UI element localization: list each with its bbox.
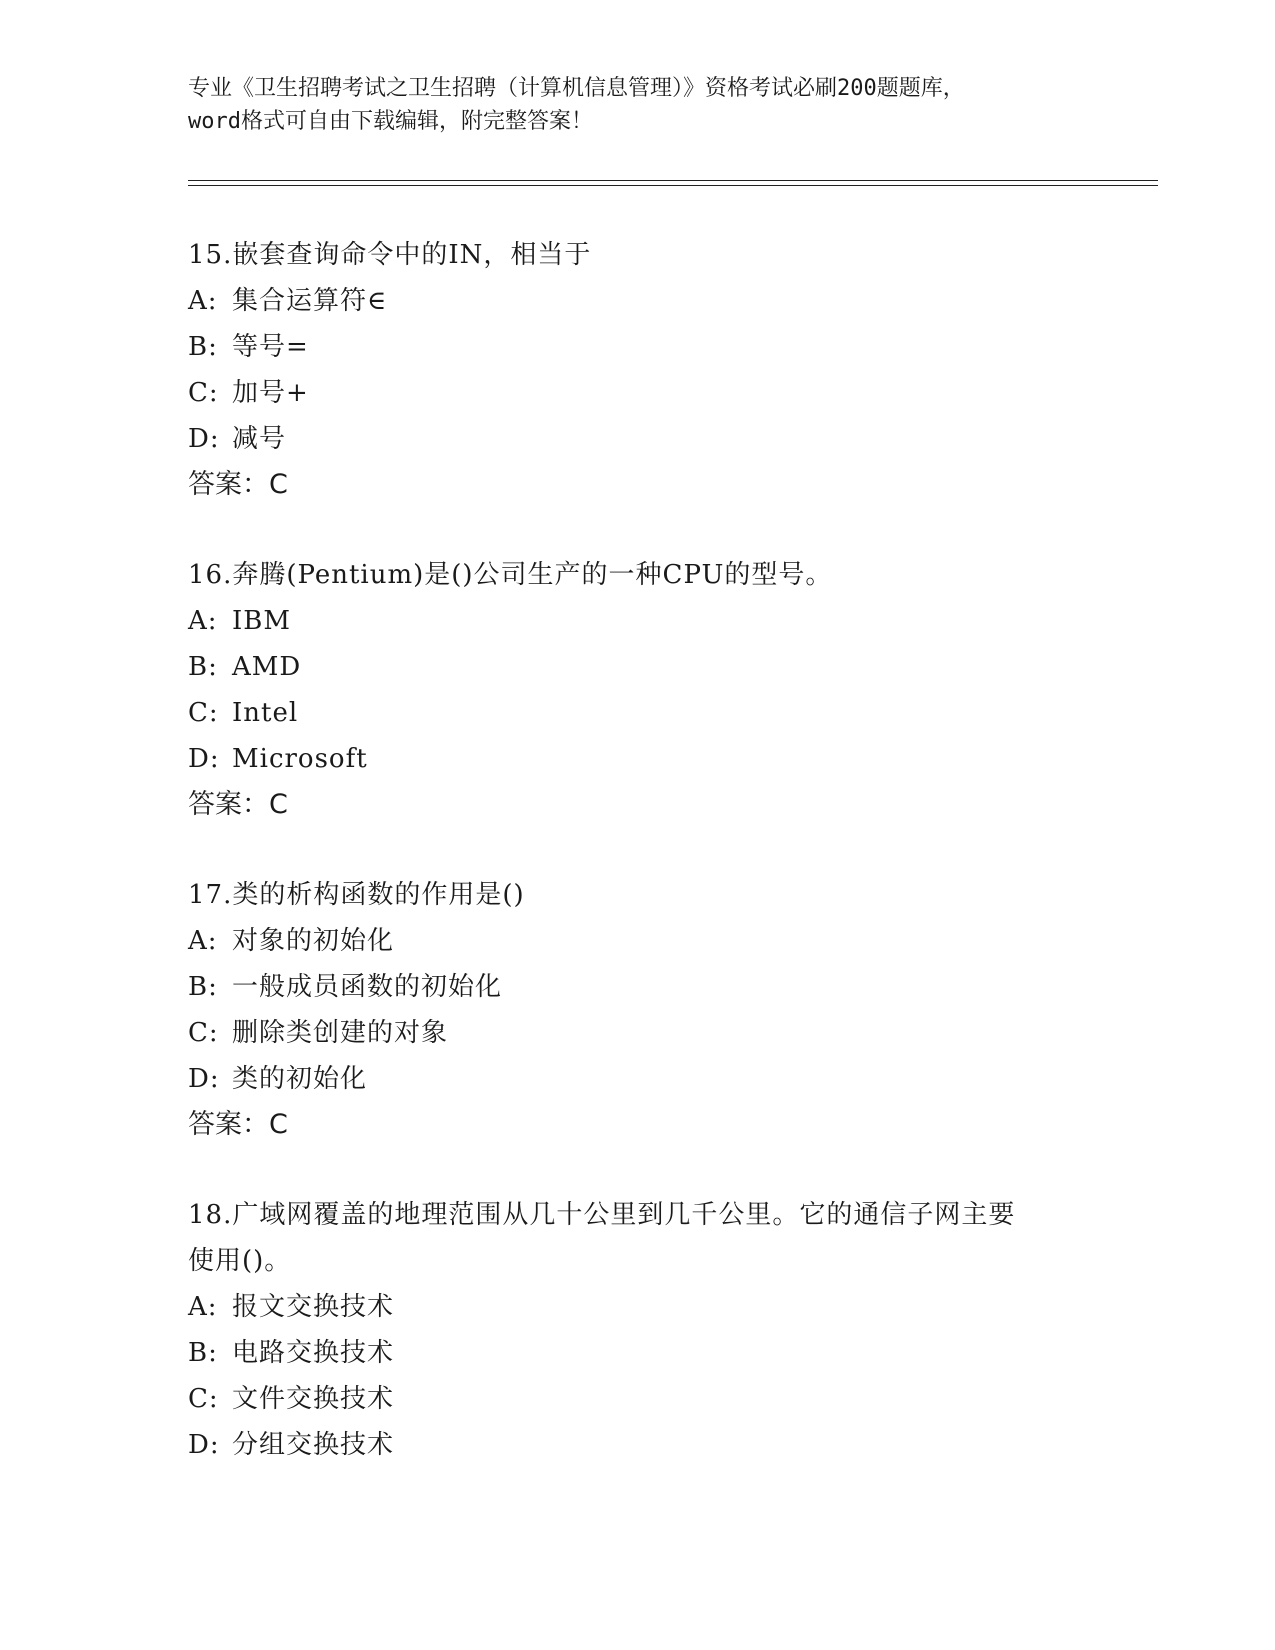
- question-number: 15.: [188, 240, 233, 270]
- option-text: 分组交换技术: [232, 1430, 395, 1460]
- question-text: 嵌套查询命令中的IN，相当于: [232, 240, 592, 270]
- header-line-1: 专业《卫生招聘考试之卫生招聘（计算机信息管理）》资格考试必刷200题题库，: [188, 76, 965, 101]
- option-a: [188, 278, 1088, 324]
- option-a: [188, 918, 1088, 964]
- option-label: C:: [188, 1384, 219, 1414]
- question-16: [188, 552, 1088, 828]
- option-d: [188, 1056, 1088, 1102]
- option-text: 文件交换技术: [232, 1384, 395, 1414]
- option-label: A:: [188, 1292, 218, 1322]
- option-label: A:: [188, 926, 218, 956]
- header-divider-top: [188, 180, 1158, 181]
- question-stem: [188, 1192, 1088, 1238]
- option-text: 加号+: [232, 378, 309, 408]
- page-header: [188, 72, 1088, 138]
- option-label: C:: [188, 1018, 219, 1048]
- option-label: B:: [188, 972, 218, 1002]
- question-stem: [188, 552, 1088, 598]
- answer: 答案：C: [188, 469, 288, 500]
- question-number: 18.: [188, 1200, 233, 1230]
- option-label: A:: [188, 286, 218, 316]
- header-divider-bottom: [188, 185, 1158, 186]
- option-c: [188, 690, 1088, 736]
- option-label: B:: [188, 332, 218, 362]
- option-text: IBM: [232, 606, 291, 636]
- option-a: [188, 1284, 1088, 1330]
- option-text: 集合运算符∈: [232, 286, 388, 316]
- option-text: 对象的初始化: [232, 926, 395, 956]
- option-label: A:: [188, 606, 218, 636]
- option-b: [188, 964, 1088, 1010]
- option-label: B:: [188, 652, 218, 682]
- option-b: [188, 644, 1088, 690]
- option-c: [188, 370, 1088, 416]
- option-text: 电路交换技术: [232, 1338, 395, 1368]
- option-label: D:: [188, 424, 220, 454]
- option-label: D:: [188, 1064, 220, 1094]
- option-text: 等号=: [232, 332, 309, 362]
- question-text: 类的析构函数的作用是(): [232, 880, 525, 910]
- option-text: 类的初始化: [232, 1064, 368, 1094]
- option-text: AMD: [232, 652, 302, 682]
- option-d: [188, 1422, 1088, 1468]
- option-text: 报文交换技术: [232, 1292, 395, 1322]
- question-stem: [188, 872, 1088, 918]
- option-text: 减号: [232, 424, 287, 454]
- question-stem: [188, 232, 1088, 278]
- question-list: [188, 232, 1088, 1512]
- option-a: [188, 598, 1088, 644]
- option-text: 删除类创建的对象: [232, 1018, 449, 1048]
- option-b: [188, 324, 1088, 370]
- option-text: Microsoft: [232, 744, 368, 774]
- header-line-2: word格式可自由下载编辑，附完整答案！: [188, 109, 593, 134]
- question-stem-continued: 使用()。: [188, 1246, 292, 1276]
- question-text: 广域网覆盖的地理范围从几十公里到几千公里。它的通信子网主要: [232, 1200, 1016, 1230]
- option-label: B:: [188, 1338, 218, 1368]
- question-number: 17.: [188, 880, 233, 910]
- option-d: [188, 736, 1088, 782]
- question-15: [188, 232, 1088, 508]
- option-label: C:: [188, 698, 219, 728]
- option-label: D:: [188, 744, 220, 774]
- option-c: [188, 1010, 1088, 1056]
- option-d: [188, 416, 1088, 462]
- question-17: [188, 872, 1088, 1148]
- option-label: D:: [188, 1430, 220, 1460]
- question-18: [188, 1192, 1088, 1468]
- option-b: [188, 1330, 1088, 1376]
- option-label: C:: [188, 378, 219, 408]
- option-c: [188, 1376, 1088, 1422]
- question-number: 16.: [188, 560, 233, 590]
- option-text: Intel: [232, 698, 299, 728]
- option-text: 一般成员函数的初始化: [232, 972, 503, 1002]
- answer: 答案：C: [188, 1109, 288, 1140]
- answer: 答案：C: [188, 789, 288, 820]
- question-text: 奔腾(Pentium)是()公司生产的一种CPU的型号。: [232, 560, 833, 590]
